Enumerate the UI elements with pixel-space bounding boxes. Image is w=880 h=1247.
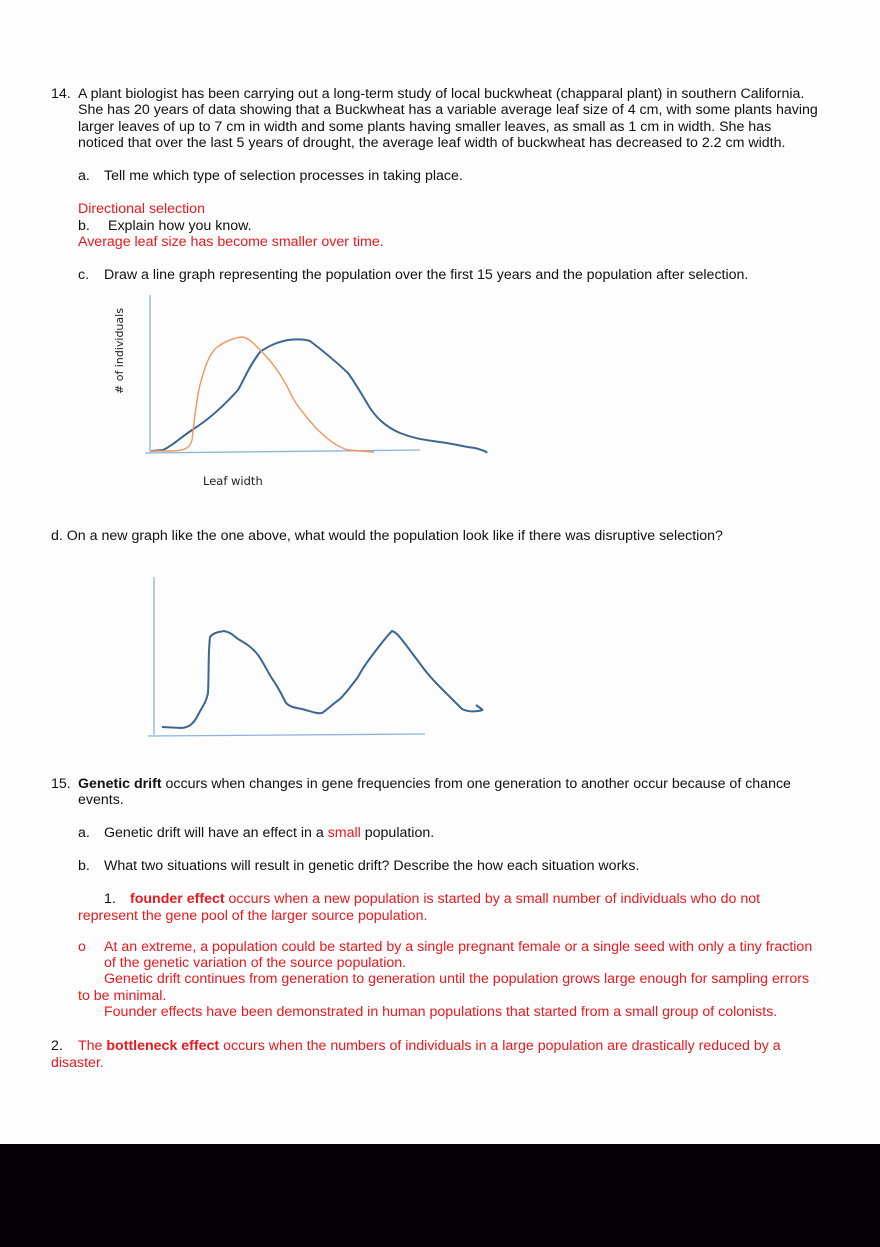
founder-line-1 bbox=[130, 891, 760, 907]
directional-selection-graph bbox=[100, 290, 500, 460]
q15-line-2: events. bbox=[78, 792, 124, 808]
founder-marker: 1. bbox=[104, 891, 116, 907]
q14a-answer: Directional selection bbox=[78, 201, 205, 217]
drift-line-1: Genetic drift continues from generation to generation until the population grows large enough for sampling errors bbox=[104, 971, 810, 987]
y-axis-label: # of individuals bbox=[113, 308, 126, 394]
q14b-answer: Average leaf size has become smaller over time. bbox=[78, 234, 384, 250]
disruptive-selection-graph bbox=[140, 565, 510, 750]
founder-human-line: Founder effects have been demonstrated in human populations that started from a small group of colonists. bbox=[104, 1004, 778, 1020]
q14-line-1: A plant biologist has been carrying out a long-term study of local buckwheat (chapparal plant) in southern California. bbox=[78, 86, 805, 102]
q15a-marker: a. bbox=[78, 825, 90, 841]
founder-bullet-line-2: of the genetic variation of the source population. bbox=[104, 955, 407, 971]
curve-bimodal-population bbox=[162, 631, 483, 728]
curve-original-population bbox=[151, 339, 487, 453]
q14a-marker: a. bbox=[78, 168, 90, 184]
q14-line-3: larger leaves of up to 7 cm in width and some plants having smaller leaves, as small as 1 cm in width. She has bbox=[78, 119, 772, 135]
q14c-marker: c. bbox=[78, 267, 90, 283]
black-letterbox-area bbox=[0, 1144, 880, 1247]
bottleneck-marker: 2. bbox=[51, 1038, 63, 1054]
q15-term: Genetic drift bbox=[78, 776, 162, 792]
founder-term: founder effect bbox=[130, 891, 225, 907]
q15a-answer: small bbox=[327, 825, 361, 841]
q14b-question: Explain how you know. bbox=[108, 218, 252, 234]
x-axis bbox=[145, 450, 420, 453]
q14-line-2: She has 20 years of data showing that a Buckwheat has a variable average leaf size of 4 cm, with some plants having bbox=[78, 102, 818, 118]
q14c-question: Draw a line graph representing the population over the first 15 years and the population after selection. bbox=[104, 267, 749, 283]
x-axis bbox=[148, 734, 425, 736]
bottleneck-line-1-rest: occurs when the numbers of individuals in a large population are drastically reduced by a bbox=[219, 1038, 781, 1054]
q14-line-4: noticed that over the last 5 years of drought, the average leaf width of buckwheat has decreased to 2.2 cm width. bbox=[78, 135, 786, 151]
q15-line-1-rest: occurs when changes in gene frequencies from one generation to another occur because of chance bbox=[161, 776, 791, 792]
q15b-question: What two situations will result in genetic drift? Describe the how each situation works. bbox=[104, 858, 640, 874]
q14-number: 14. bbox=[51, 86, 71, 102]
founder-line-2: represent the gene pool of the larger source population. bbox=[78, 908, 428, 924]
q14b-marker: b. bbox=[78, 218, 90, 234]
q15a-question bbox=[104, 825, 434, 841]
bullet-circle-icon: o bbox=[78, 939, 86, 955]
q14d-question: d. On a new graph like the one above, what would the population look like if there was disruptive selection? bbox=[51, 528, 723, 544]
drift-line-2: to be minimal. bbox=[78, 988, 167, 1004]
founder-line-1-rest: occurs when a new population is started by a small number of individuals who do not bbox=[224, 891, 761, 907]
q15-line-1 bbox=[78, 776, 791, 792]
q15a-before: Genetic drift will have an effect in a bbox=[104, 825, 328, 841]
q15-number: 15. bbox=[51, 776, 71, 792]
founder-bullet-line-1: At an extreme, a population could be started by a single pregnant female or a single seed with only a tiny fraction bbox=[104, 939, 813, 955]
q15a-after: population. bbox=[360, 825, 435, 841]
bottleneck-the: The bbox=[78, 1038, 107, 1054]
q14a-question: Tell me which type of selection processes in taking place. bbox=[104, 168, 463, 184]
x-axis-label: Leaf width bbox=[203, 474, 263, 488]
bottleneck-line-2: disaster. bbox=[51, 1055, 104, 1071]
q15b-marker: b. bbox=[78, 858, 90, 874]
bottleneck-term: bottleneck effect bbox=[106, 1038, 220, 1054]
bottleneck-line-1 bbox=[78, 1038, 781, 1054]
